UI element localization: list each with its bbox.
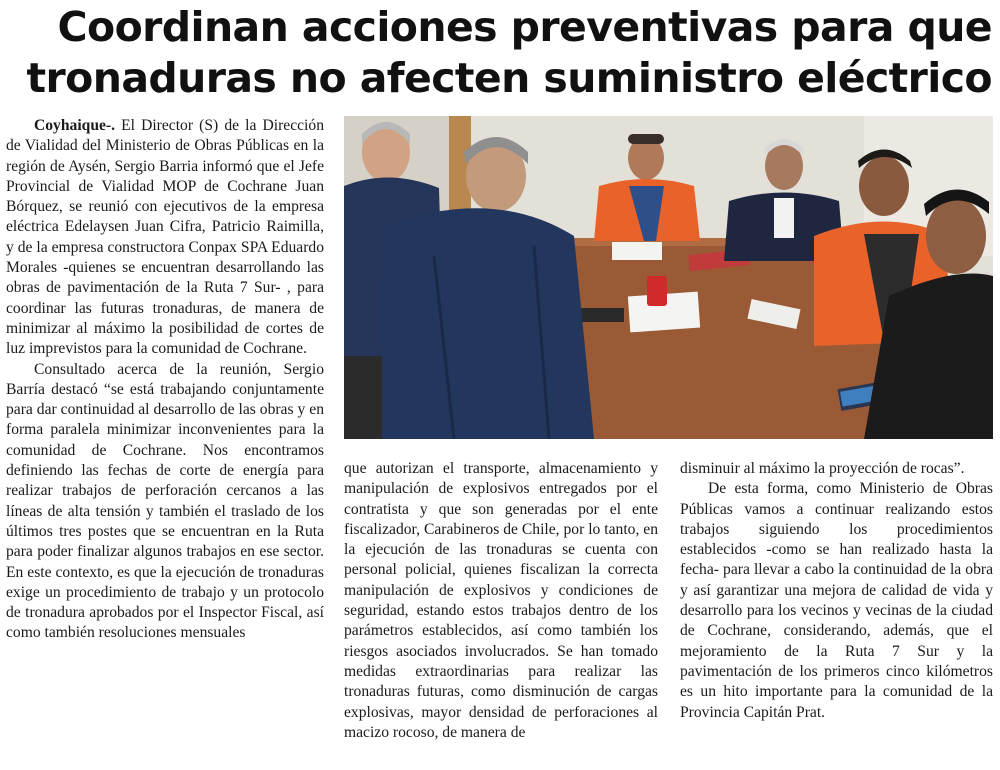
headline-line-1: Coordinan acciones preventivas para que — [57, 3, 992, 51]
paragraph-2-continued: que autorizan el transporte, almacenamiento y manipulación de explosivos entregados por el contratista y que son generadas por el ente fiscalizador, Carabineros de Chile, por lo tanto, en la ejecución de las tronaduras se cuenta con personal policial, quienes fiscalizan la correcta manipulación de explosivos y condiciones de seguridad, estando estos trabajos dentro de los parámetros establecidos, así como también los riesgos asociados involucrados. Se han tomado medidas extraordinarias para realizar las tronaduras futuras, como disminución de cargas explosivas, mayor densidad de perforaciones al macizo rocoso, de manera de — [344, 460, 658, 741]
paragraph-1 — [6, 116, 324, 360]
headline — [0, 2, 992, 104]
paragraph-1-text: El Director (S) de la Dirección de Vialidad del Ministerio de Obras Públicas en la región de Aysén, Sergio Barria informó que el Jefe Provincial de Vialidad MOP de Cochrane Juan Bórquez, se reunió con ejecutivos de la empresa eléctrica Edelaysen Juan Cifra, Patricio Raimilla, y de la empresa constructora Conpax SPA Eduardo Morales -quienes se encuentran desarrollando las obras de pavimentación de la Ruta 7 Sur- , para coordinar las futuras tronaduras, de manera de minimizar al máximo la posibilidad de cortes de luz imprevistos para la comunidad de Cochrane. — [6, 117, 324, 358]
headline-line-2: tronaduras no afecten suministro eléctrico — [26, 54, 992, 102]
article-column-3 — [680, 459, 993, 723]
paragraph-2: Consultado acerca de la reunión, Sergio Barría destacó “se está trabajando conjuntamente para dar continuidad al desarrollo de las obras y en forma paralela minimizar inconvenientes para la comunidad de Cochrane. Nos encontramos definiendo las fechas de corte de energía para realizar trabajos de perforación cercanos a las líneas de alta tensión y también el traslado de los últimos tres postes que se encuentran en la Ruta para poder finalizar algunos trabajos en ese sector. En este contexto, es que la ejecución de tronaduras exige un procedimiento de trabajo y un protocolo de tronadura aprobados por el Inspector Fiscal, así como también resoluciones mensuales — [6, 360, 324, 642]
dateline: Coyhaique-. — [34, 117, 116, 134]
paragraph-2-end: disminuir al máximo la proyección de rocas”. — [680, 460, 965, 477]
paragraph-3: De esta forma, como Ministerio de Obras Públicas vamos a continuar realizando estos trabajos siguiendo los procedimientos establecidos -como se han realizado hasta la fecha- para llevar a cabo la continuidad de la obra y así garantizar una mejora de calidad de vida y desarrollo para los vecinos y vecinas de la ciudad de Cochrane, considerando, además, que el mejoramiento de la Ruta 7 Sur y la pavimentación de los primeros cinco kilómetros es un hito importante para la comunidad de la Provincia Capitán Prat. — [680, 480, 993, 721]
meeting-photo — [344, 116, 993, 439]
article-column-2 — [344, 459, 658, 743]
article-column-1 — [6, 116, 324, 644]
